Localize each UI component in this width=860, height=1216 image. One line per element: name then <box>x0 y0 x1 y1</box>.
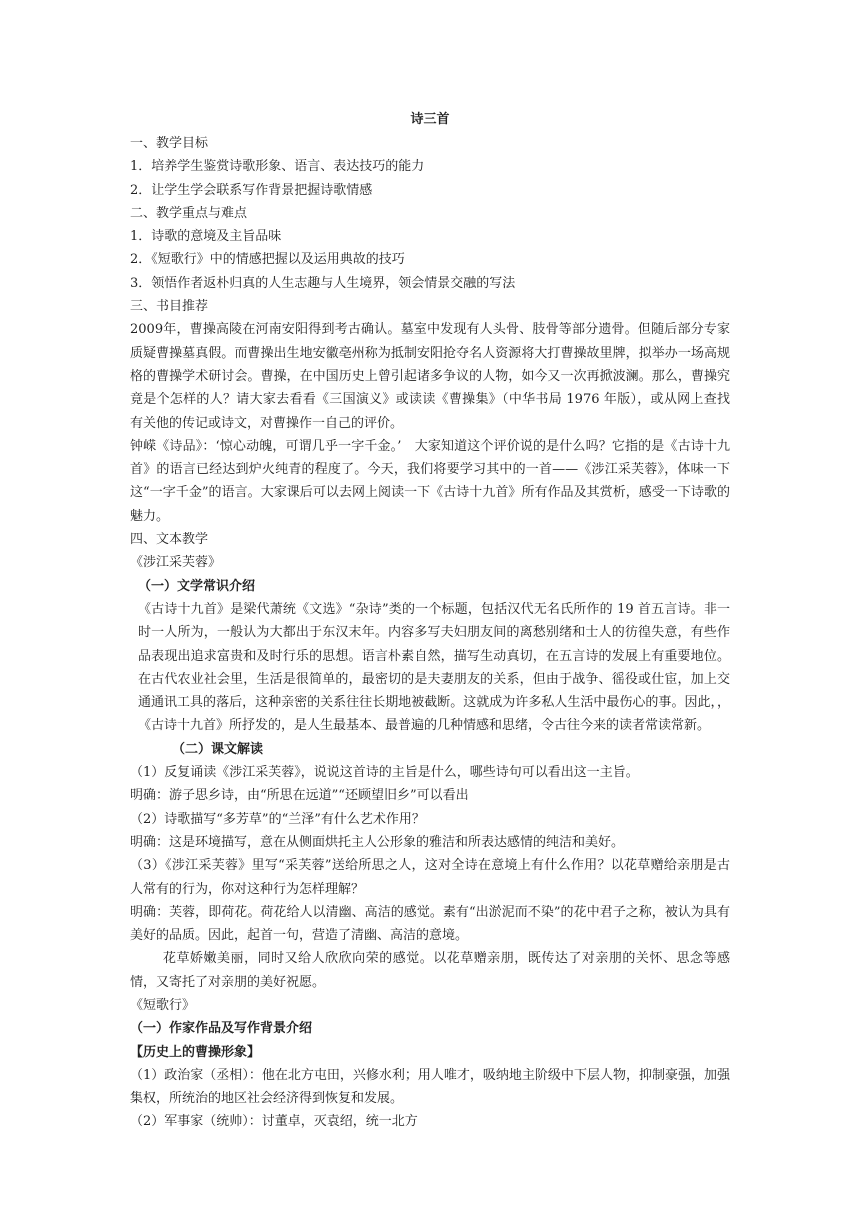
list-item: 3．领悟作者返朴归真的人生志趣与人生境界，领会情景交融的写法 <box>130 275 516 291</box>
list-item: 1．诗歌的意境及主旨品味 <box>130 229 282 245</box>
section-heading: 二、教学重点与难点 <box>130 205 248 221</box>
list-item: 2．《短歌行》中的情感把握以及运用典故的技巧 <box>130 252 405 268</box>
list-item: 2．让学生学会联系写作背景把握诗歌情感 <box>130 182 373 198</box>
document-page <box>130 108 730 1134</box>
question: （1）反复诵读《涉江采芙蓉》，说说这首诗的主旨是什么，哪些诗句可以看出这一主旨。 <box>130 765 639 781</box>
poem-title: 《短歌行》 <box>130 997 196 1013</box>
subsection-heading: （二）课文解读 <box>172 741 264 757</box>
paragraph-military: （2）军事家（统帅）：讨董卓，灭袁绍，统一北方 <box>130 1114 418 1130</box>
question: （3）《涉江采芙蓉》里写“采芙蓉”送给所思之人，这对全诗在意境上有什么作用？以花草赠给亲朋是古人常有的行为，你对这种行为怎样理解？ <box>130 858 730 897</box>
section-heading: 一、教学目标 <box>130 136 209 151</box>
answer: 明确：芙蓉，即荷花。荷花给人以清幽、高洁的感觉。素有“出淤泥而不染”的花中君子之称，被认为具有美好的品质。因此，起首一句，营造了清幽、高洁的意境。 <box>130 904 730 944</box>
paragraph-shipin-quote: 钟嵘《诗品》：‘惊心动魄，可谓几乎一字千金。’ 大家知道这个评价说的是什么吗？它指的是《古诗十九首》的语言已经达到炉火纯青的程度了。今天，我们将要学习其中的一首——《涉江采芙蓉》，体味一下这“一字千金”的语言。大家课后可以去网上阅读一下《古诗十九首》所有作品及其赏析，感受一下诗歌的魅力。 <box>130 438 730 524</box>
question: （2）诗歌描写“多芳草”的“兰泽”有什么艺术作用？ <box>130 811 425 827</box>
subsection-heading: （一）作家作品及写作背景介绍 <box>130 1021 313 1037</box>
bracket-label: 【历史上的曹操形象】 <box>130 1044 261 1060</box>
subsection-heading: （一）文学常识介绍 <box>138 578 256 594</box>
list-item: 1．培养学生鉴赏诗歌形象、语言、表达技巧的能力 <box>130 159 425 175</box>
answer: 明确：这是环境描写，意在从侧面烘托主人公形象的雅洁和所表达感情的纯洁和美好。 <box>130 834 625 850</box>
page-title: 诗三首 <box>410 112 450 127</box>
paragraph-book-recommendation: 2009年，曹操高陵在河南安阳得到考古确认。墓室中发现有人头骨、肢骨等部分遗骨。但随后部分专家质疑曹操墓真假。而曹操出生地安徽亳州称为抵制安阳抢夺名人资源将大打曹操故里牌，拟举办一场高规格的曹操学术研讨会。曹操，在中国历史上曾引起诸多争议的人物，如今又一次再掀波澜。那么，曹操究竟是个怎样的人？请大家去看看《三国演义》或读读《曹操集》（中华书局 1976 年版），或从网上查找有关他的传记或诗文，对曹操作一自己的评价。 <box>130 322 730 431</box>
answer-continued: 花草娇嫩美丽，同时又给人欣欣向荣的感觉。以花草赠亲朋，既传达了对亲朋的关怀、思念等感情，又寄托了对亲朋的美好祝愿。 <box>130 951 730 990</box>
paragraph-literary-intro: 《古诗十九首》是梁代萧统《文选》“杂诗”类的一个标题，包括汉代无名氏所作的 19 首五言诗。非一时一人所为，一般认为大都出于东汉末年。内容多写夫妇朋友间的离愁别绪和士人的彷徨失意，有些作品表现出追求富贵和及时行乐的思想。语言朴素自然，描写生动真切，在五言诗的发展上有重要地位。在古代农业社会里，生活是很简单的，最密切的是夫妻朋友的关系，但由于战争、徭役或仕宦，加上交通通讯工具的落后，这种亲密的关系往往长期地被截断。这就成为许多私人生活中最伤心的事。因此，，《古诗十九首》所抒发的，是人生最基本、最普遍的几种情感和思绪，令古往今来的读者常读常新。 <box>138 601 730 734</box>
poem-title: 《涉江采芙蓉》 <box>130 555 222 571</box>
paragraph-politician: （1）政治家（丞相）：他在北方屯田，兴修水利；用人唯才，吸纳地主阶级中下层人物，抑制豪强，加强集权，所统治的地区社会经济得到恢复和发展。 <box>130 1067 730 1107</box>
section-heading: 三、书目推荐 <box>130 299 209 315</box>
section-heading: 四、文本教学 <box>130 532 209 548</box>
answer: 明确：游子思乡诗，由“所思在远道”“还顾望旧乡”可以看出 <box>130 788 469 804</box>
